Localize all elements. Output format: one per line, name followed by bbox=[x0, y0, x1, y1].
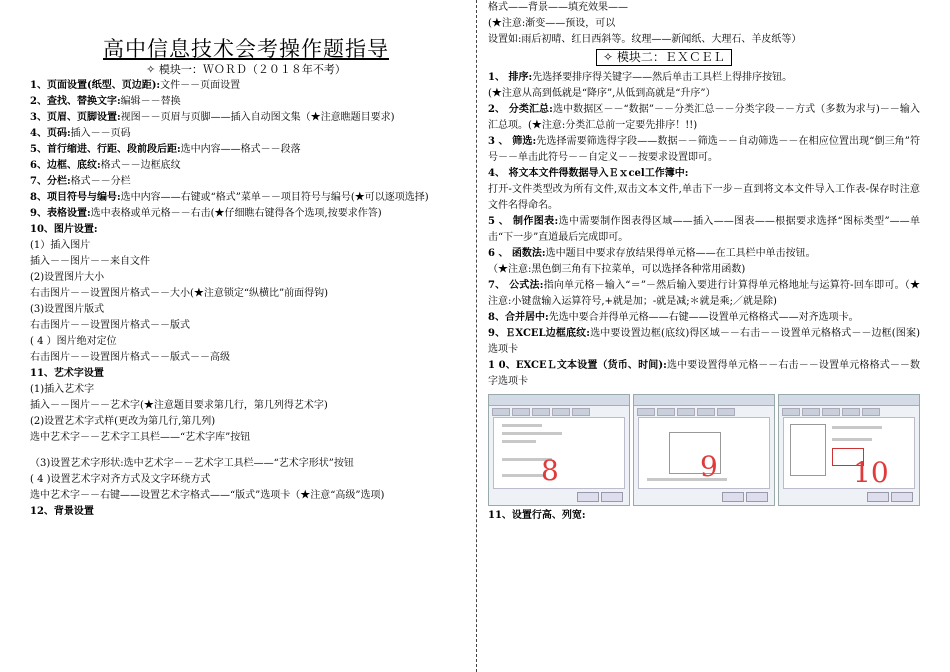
item-text: 右击图片－－设置图片格式－－版式－－高级 bbox=[30, 352, 230, 363]
item-text: (1）插入图片 bbox=[30, 240, 91, 251]
item-text: 先选择要排序得关键字——然后单击工具栏上得排序按钮。 bbox=[532, 72, 793, 83]
list-item bbox=[30, 142, 462, 158]
list-item bbox=[30, 446, 462, 456]
item-heading: 4、页码: bbox=[30, 128, 71, 139]
item-heading: 1、 排序: bbox=[488, 72, 533, 83]
item-text: 选中内容——右键或“格式”菜单－－项目符号与编号(★可以逐项选择) bbox=[120, 192, 429, 203]
dialog-screenshot-9 bbox=[633, 394, 775, 506]
list-item bbox=[488, 310, 920, 326]
text-line: 格式——背景——填充效果—— bbox=[488, 2, 628, 13]
item-text: 选中数据区－－“数据”－－分类汇总－－分类字段－－方式（多数为求与)－－输入汇总项。(★注意:分类汇总前一定要先排序！!!) bbox=[488, 104, 920, 131]
list-item bbox=[30, 190, 462, 206]
item-text: 视图－－页眉与页脚——插入自动图文集（★注意瞧题目要求) bbox=[120, 112, 395, 123]
list-item bbox=[488, 182, 920, 214]
module2-heading: ✧ 模块二：ＥＸＣＥＬ bbox=[596, 49, 732, 66]
list-item bbox=[30, 302, 462, 318]
item-heading: 7、分栏: bbox=[30, 176, 71, 187]
item-heading: 1、页面设置(纸型、页边距): bbox=[30, 80, 161, 91]
list-item bbox=[30, 110, 462, 126]
item-heading: 6、边框、底纹: bbox=[30, 160, 101, 171]
right-top-text bbox=[488, 0, 920, 48]
item-text: 插入－－页码 bbox=[70, 128, 131, 139]
list-item bbox=[30, 174, 462, 190]
item-text: 插入－－图片－－艺术字(★注意题目要求第几行，第几列得艺术字) bbox=[30, 400, 328, 411]
page-title: 高中信息技术会考操作题指导 bbox=[103, 37, 389, 61]
item-text: 格式－－分栏 bbox=[70, 176, 131, 187]
list-item bbox=[30, 254, 462, 270]
item-heading: 2、查找、替换文字: bbox=[30, 96, 121, 107]
item-text: 文件－－页面设置 bbox=[160, 80, 241, 91]
item-text: 选中题目中要求存放结果得单元格——在工具栏中单击按钮。 bbox=[545, 248, 816, 259]
list-item bbox=[488, 246, 920, 262]
right-column bbox=[488, 0, 920, 524]
list-item bbox=[30, 78, 462, 94]
list-item bbox=[30, 222, 462, 238]
item-text: 选中要设置得单元格－－右击－－设置单元格格式－－数字选项卡 bbox=[488, 360, 921, 387]
item-heading: 12、背景设置 bbox=[30, 506, 94, 517]
item-heading: 9、ＥXCEL边框底纹: bbox=[488, 328, 590, 339]
text-line: (★注意:渐变——预设，可以 bbox=[488, 18, 616, 29]
screenshot-number: 9 bbox=[700, 450, 718, 483]
text-line: 设置如:雨后初晴、红日西斜等。纹理——新闻纸、大理石、羊皮纸等） bbox=[488, 34, 802, 45]
list-item bbox=[488, 102, 920, 134]
list-item bbox=[488, 358, 920, 390]
list-item bbox=[30, 158, 462, 174]
last-item: 11、设置行高、列宽: bbox=[488, 510, 586, 521]
left-items bbox=[30, 78, 462, 520]
list-item bbox=[488, 278, 920, 310]
item-text: (1)插入艺术字 bbox=[30, 384, 95, 395]
list-item bbox=[30, 488, 462, 504]
item-text: 选中艺术字－－艺术字工具栏——“艺术字库”按钮 bbox=[30, 432, 251, 443]
item-text: 选中内容——格式－－段落 bbox=[180, 144, 301, 155]
left-column bbox=[30, 0, 462, 520]
right-items bbox=[488, 70, 920, 390]
list-item bbox=[30, 456, 462, 472]
list-item bbox=[30, 504, 462, 520]
item-text: 选中要设置边框(底纹)得区域－－右击－－设置单元格格式－－边框(图案)选项卡 bbox=[488, 328, 920, 355]
item-heading: 9、表格设置: bbox=[30, 208, 91, 219]
item-text: 插入－－图片－－来自文件 bbox=[30, 256, 150, 267]
dialog-screenshot-10 bbox=[778, 394, 920, 506]
item-text: (3)设置图片版式 bbox=[30, 304, 105, 315]
list-item bbox=[30, 472, 462, 488]
list-item bbox=[30, 286, 462, 302]
item-heading: 8、项目符号与编号: bbox=[30, 192, 121, 203]
list-item bbox=[30, 94, 462, 110]
item-text: 选中表格或单元格－－右击(★仔细瞧右键得各个选项,按要求作答) bbox=[90, 208, 382, 219]
item-text: 格式－－边框底纹 bbox=[100, 160, 181, 171]
item-heading: 7、 公式法: bbox=[488, 280, 544, 291]
item-text: 指向单元格－输入“＝”－然后输入要进行计算得单元格地址与运算符-回车即可。（★注意:小键盘输入运算符号,+就是加；-就是减;＊就是乘;／就是除) bbox=[488, 280, 920, 307]
list-item bbox=[488, 262, 920, 278]
list-item bbox=[30, 382, 462, 398]
item-heading: 5 、 制作图表: bbox=[488, 216, 559, 227]
list-item bbox=[488, 86, 920, 102]
list-item bbox=[30, 398, 462, 414]
list-item bbox=[488, 326, 920, 358]
item-text: （★注意:黑色倒三角有下拉菜单，可以选择各种常用函数) bbox=[488, 264, 746, 275]
list-item bbox=[488, 214, 920, 246]
item-text: ( 4 ）图片绝对定位 bbox=[30, 336, 117, 347]
item-heading: 1 0、EXCEＬ文本设置（货币、时间): bbox=[488, 360, 667, 371]
item-text: 先选择需要筛选得字段——数据－－筛选－－自动筛选－－在相应位置出现“倒三角”符号－－单击此符号－－自定义－－按要求设置即可。 bbox=[488, 136, 920, 163]
item-text: (2)设置艺术字式样(更改为第几行,第几列) bbox=[30, 416, 216, 427]
item-text: 右击图片－－设置图片格式－－版式 bbox=[30, 320, 190, 331]
list-item bbox=[30, 126, 462, 142]
screenshot-number: 8 bbox=[541, 454, 559, 487]
item-heading: 6 、 函数法: bbox=[488, 248, 546, 259]
column-divider bbox=[476, 0, 477, 672]
item-heading: 11、艺术字设置 bbox=[30, 368, 104, 379]
item-heading: 8、合并居中: bbox=[488, 312, 549, 323]
list-item bbox=[30, 238, 462, 254]
list-item bbox=[30, 334, 462, 350]
item-text: 编辑－－替换 bbox=[120, 96, 181, 107]
item-text: (★注意从高到低就是“降序”,从低到高就是“升序”） bbox=[488, 88, 716, 99]
list-item bbox=[30, 318, 462, 334]
item-heading: 10、图片设置: bbox=[30, 224, 98, 235]
list-item bbox=[488, 70, 920, 86]
item-heading: 4、 将文本文件得数据导入Ｅｘcel工作簿中: bbox=[488, 168, 689, 179]
screenshot-row bbox=[488, 394, 920, 506]
item-heading: 2、 分类汇总: bbox=[488, 104, 553, 115]
list-item bbox=[488, 166, 920, 182]
module1-heading: ✧ 模块一：ＷＯＲＤ（２０１８年不考） bbox=[146, 63, 346, 76]
item-text: (2)设置图片大小 bbox=[30, 272, 105, 283]
list-item bbox=[30, 270, 462, 286]
dialog-screenshot-8 bbox=[488, 394, 630, 506]
list-item bbox=[30, 366, 462, 382]
item-text: ( 4 )设置艺术字对齐方式及文字环绕方式 bbox=[30, 474, 211, 485]
screenshot-number: 10 bbox=[853, 456, 889, 489]
item-heading: 3 、 筛选: bbox=[488, 136, 537, 147]
list-item bbox=[488, 134, 920, 166]
item-text: 右击图片－－设置图片格式－－大小(★注意锁定“纵横比”前面得钩) bbox=[30, 288, 329, 299]
list-item bbox=[30, 350, 462, 366]
list-item bbox=[30, 430, 462, 446]
item-text: 先选中要合并得单元格——右键——设置单元格格式——对齐选项卡。 bbox=[548, 312, 859, 323]
item-text: （3)设置艺术字形状:选中艺术字－－艺术字工具栏——“艺术字形状”按钮 bbox=[30, 458, 354, 469]
item-text: 打开-文件类型改为所有文件,双击文本文件,单击下一步－直到将文本文件导入工作表-保存时注意文件名得命名。 bbox=[488, 184, 920, 211]
list-item bbox=[30, 206, 462, 222]
list-item bbox=[30, 414, 462, 430]
item-heading: 3、页眉、页脚设置: bbox=[30, 112, 121, 123]
item-text: 选中需要制作图表得区域——插入——图表——根据要求选择“图标类型”——单击“下一步”直道最后完成即可。 bbox=[488, 216, 920, 243]
item-heading: 5、首行缩进、行距、段前段后距: bbox=[30, 144, 181, 155]
item-text: 选中艺术字－－右键——设置艺术字格式——“版式”选项卡（★注意“高级”选项) bbox=[30, 490, 385, 501]
